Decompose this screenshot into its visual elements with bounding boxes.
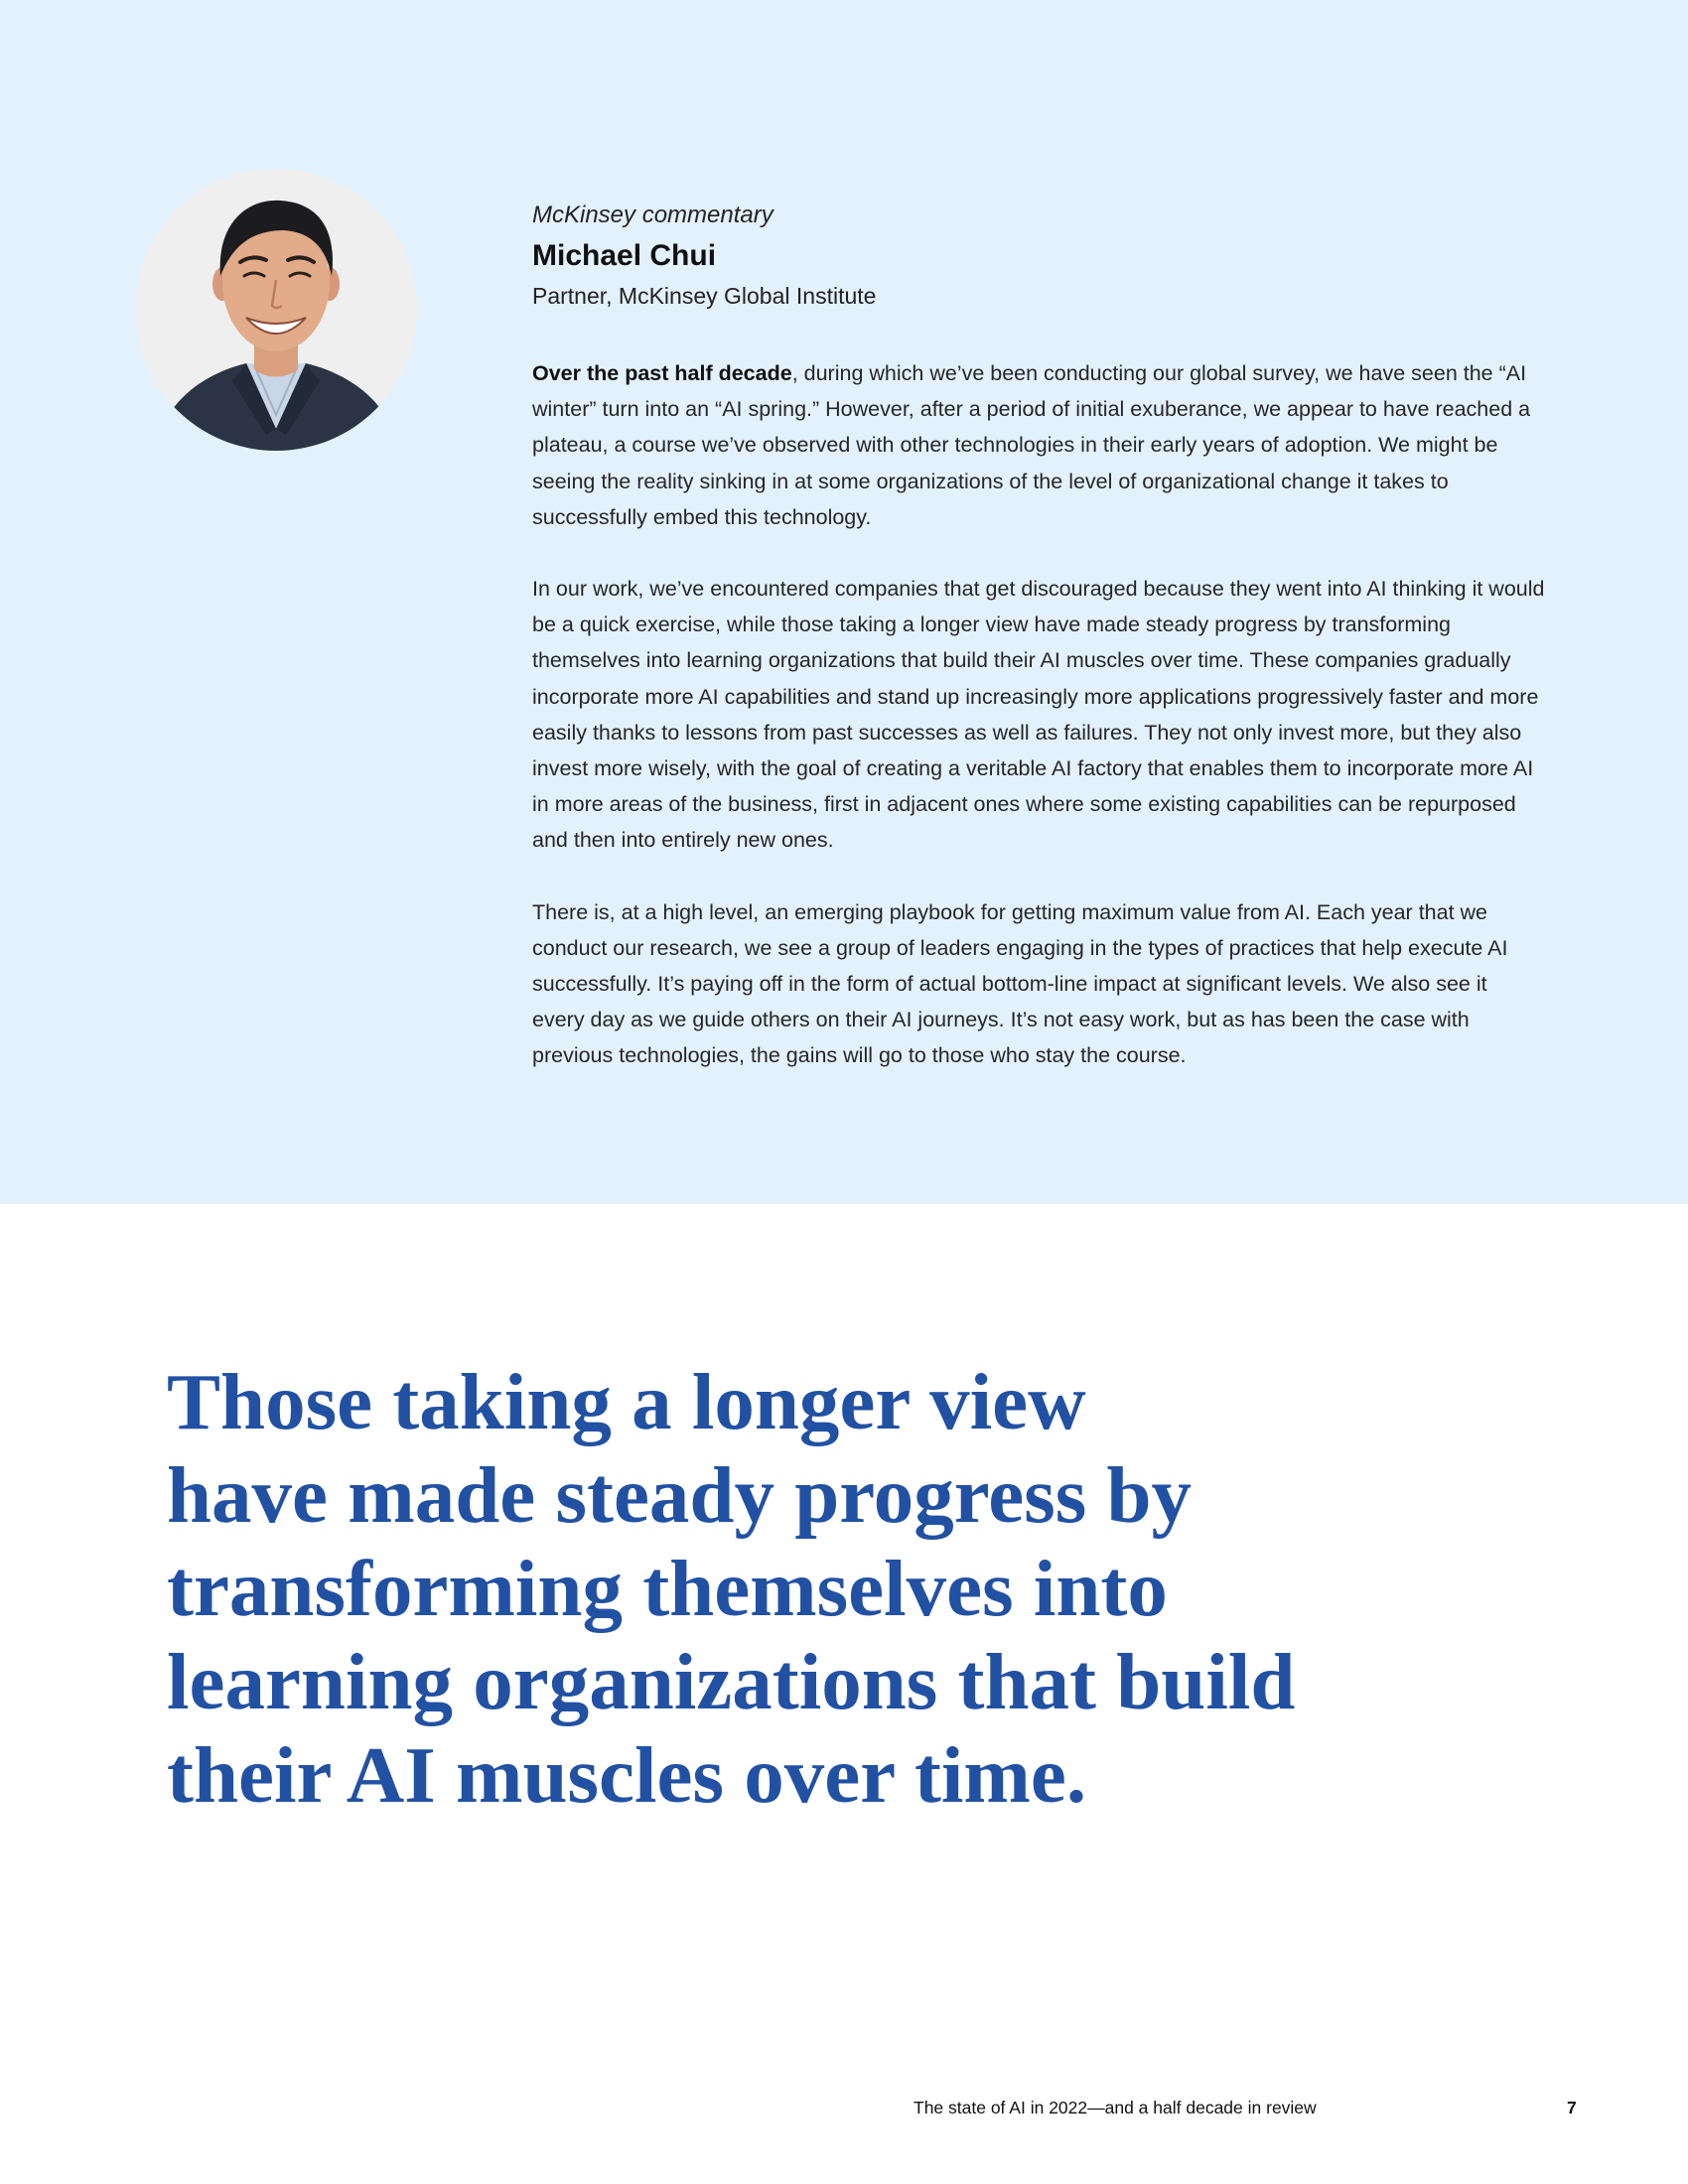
pull-quote-line: transforming themselves into bbox=[167, 1544, 1168, 1633]
commentary-paragraph bbox=[532, 571, 1545, 859]
pull-quote-line: their AI muscles over time. bbox=[167, 1730, 1087, 1820]
commentary-text-column bbox=[532, 199, 1545, 1110]
pull-quote-line: have made steady progress by bbox=[167, 1450, 1193, 1540]
pull-quote-line: Those taking a longer view bbox=[167, 1357, 1086, 1446]
paragraph-lead-in: Over the past half decade bbox=[532, 361, 792, 385]
footer-report-title: The state of AI in 2022—and a half decade in review bbox=[914, 2098, 1317, 2117]
author-portrait bbox=[135, 169, 417, 451]
pull-quote-line: learning organizations that build bbox=[167, 1637, 1296, 1726]
paragraph-text: There is, at a high level, an emerging playbook for getting maximum value from AI. Each year that we conduct our research, we see a group of leaders engaging in the types of practices that help execute AI successfully. It’s paying off in the form of actual bottom-line impact at significant levels. We also see it every day as we guide others on their AI journeys. It’s not easy work, but as has been the case with previous technologies, the gains will go to those who stay the course. bbox=[532, 899, 1508, 1068]
author-title: Partner, McKinsey Global Institute bbox=[532, 283, 877, 309]
paragraph-text: In our work, we’ve encountered companies that get discouraged because they went into AI thinking it would be a quick exercise, while those taking a longer view have made steady progress by transforming themselves into learning organizations that build their AI muscles over time. These companies gradually incorporate more AI capabilities and stand up increasingly more applications progressively faster and more easily thanks to lessons from past successes as well as failures. They not only invest more, but they also invest more wisely, with the goal of creating a veritable AI factory that enables them to incorporate more AI in more areas of the business, first in adjacent ones where some existing capabilities can be repurposed and then into entirely new ones. bbox=[532, 577, 1545, 853]
commentary-paragraph bbox=[532, 894, 1545, 1074]
pull-quote bbox=[167, 1355, 1358, 1822]
paragraph-text: , during which we’ve been conducting our global survey, we have seen the “AI winter” turn into an “AI spring.” However, after a period of initial exuberance, we appear to have reached a plateau, a course we’ve observed with other technologies in their early years of adoption. We might be seeing the reality sinking in at some organizations of the level of organizational change it takes to successfully embed this technology. bbox=[532, 361, 1531, 529]
author-name: Michael Chui bbox=[532, 239, 717, 272]
commentary-paragraph bbox=[532, 355, 1545, 535]
page-number: 7 bbox=[1567, 2098, 1577, 2117]
commentary-kicker: McKinsey commentary bbox=[532, 202, 774, 228]
